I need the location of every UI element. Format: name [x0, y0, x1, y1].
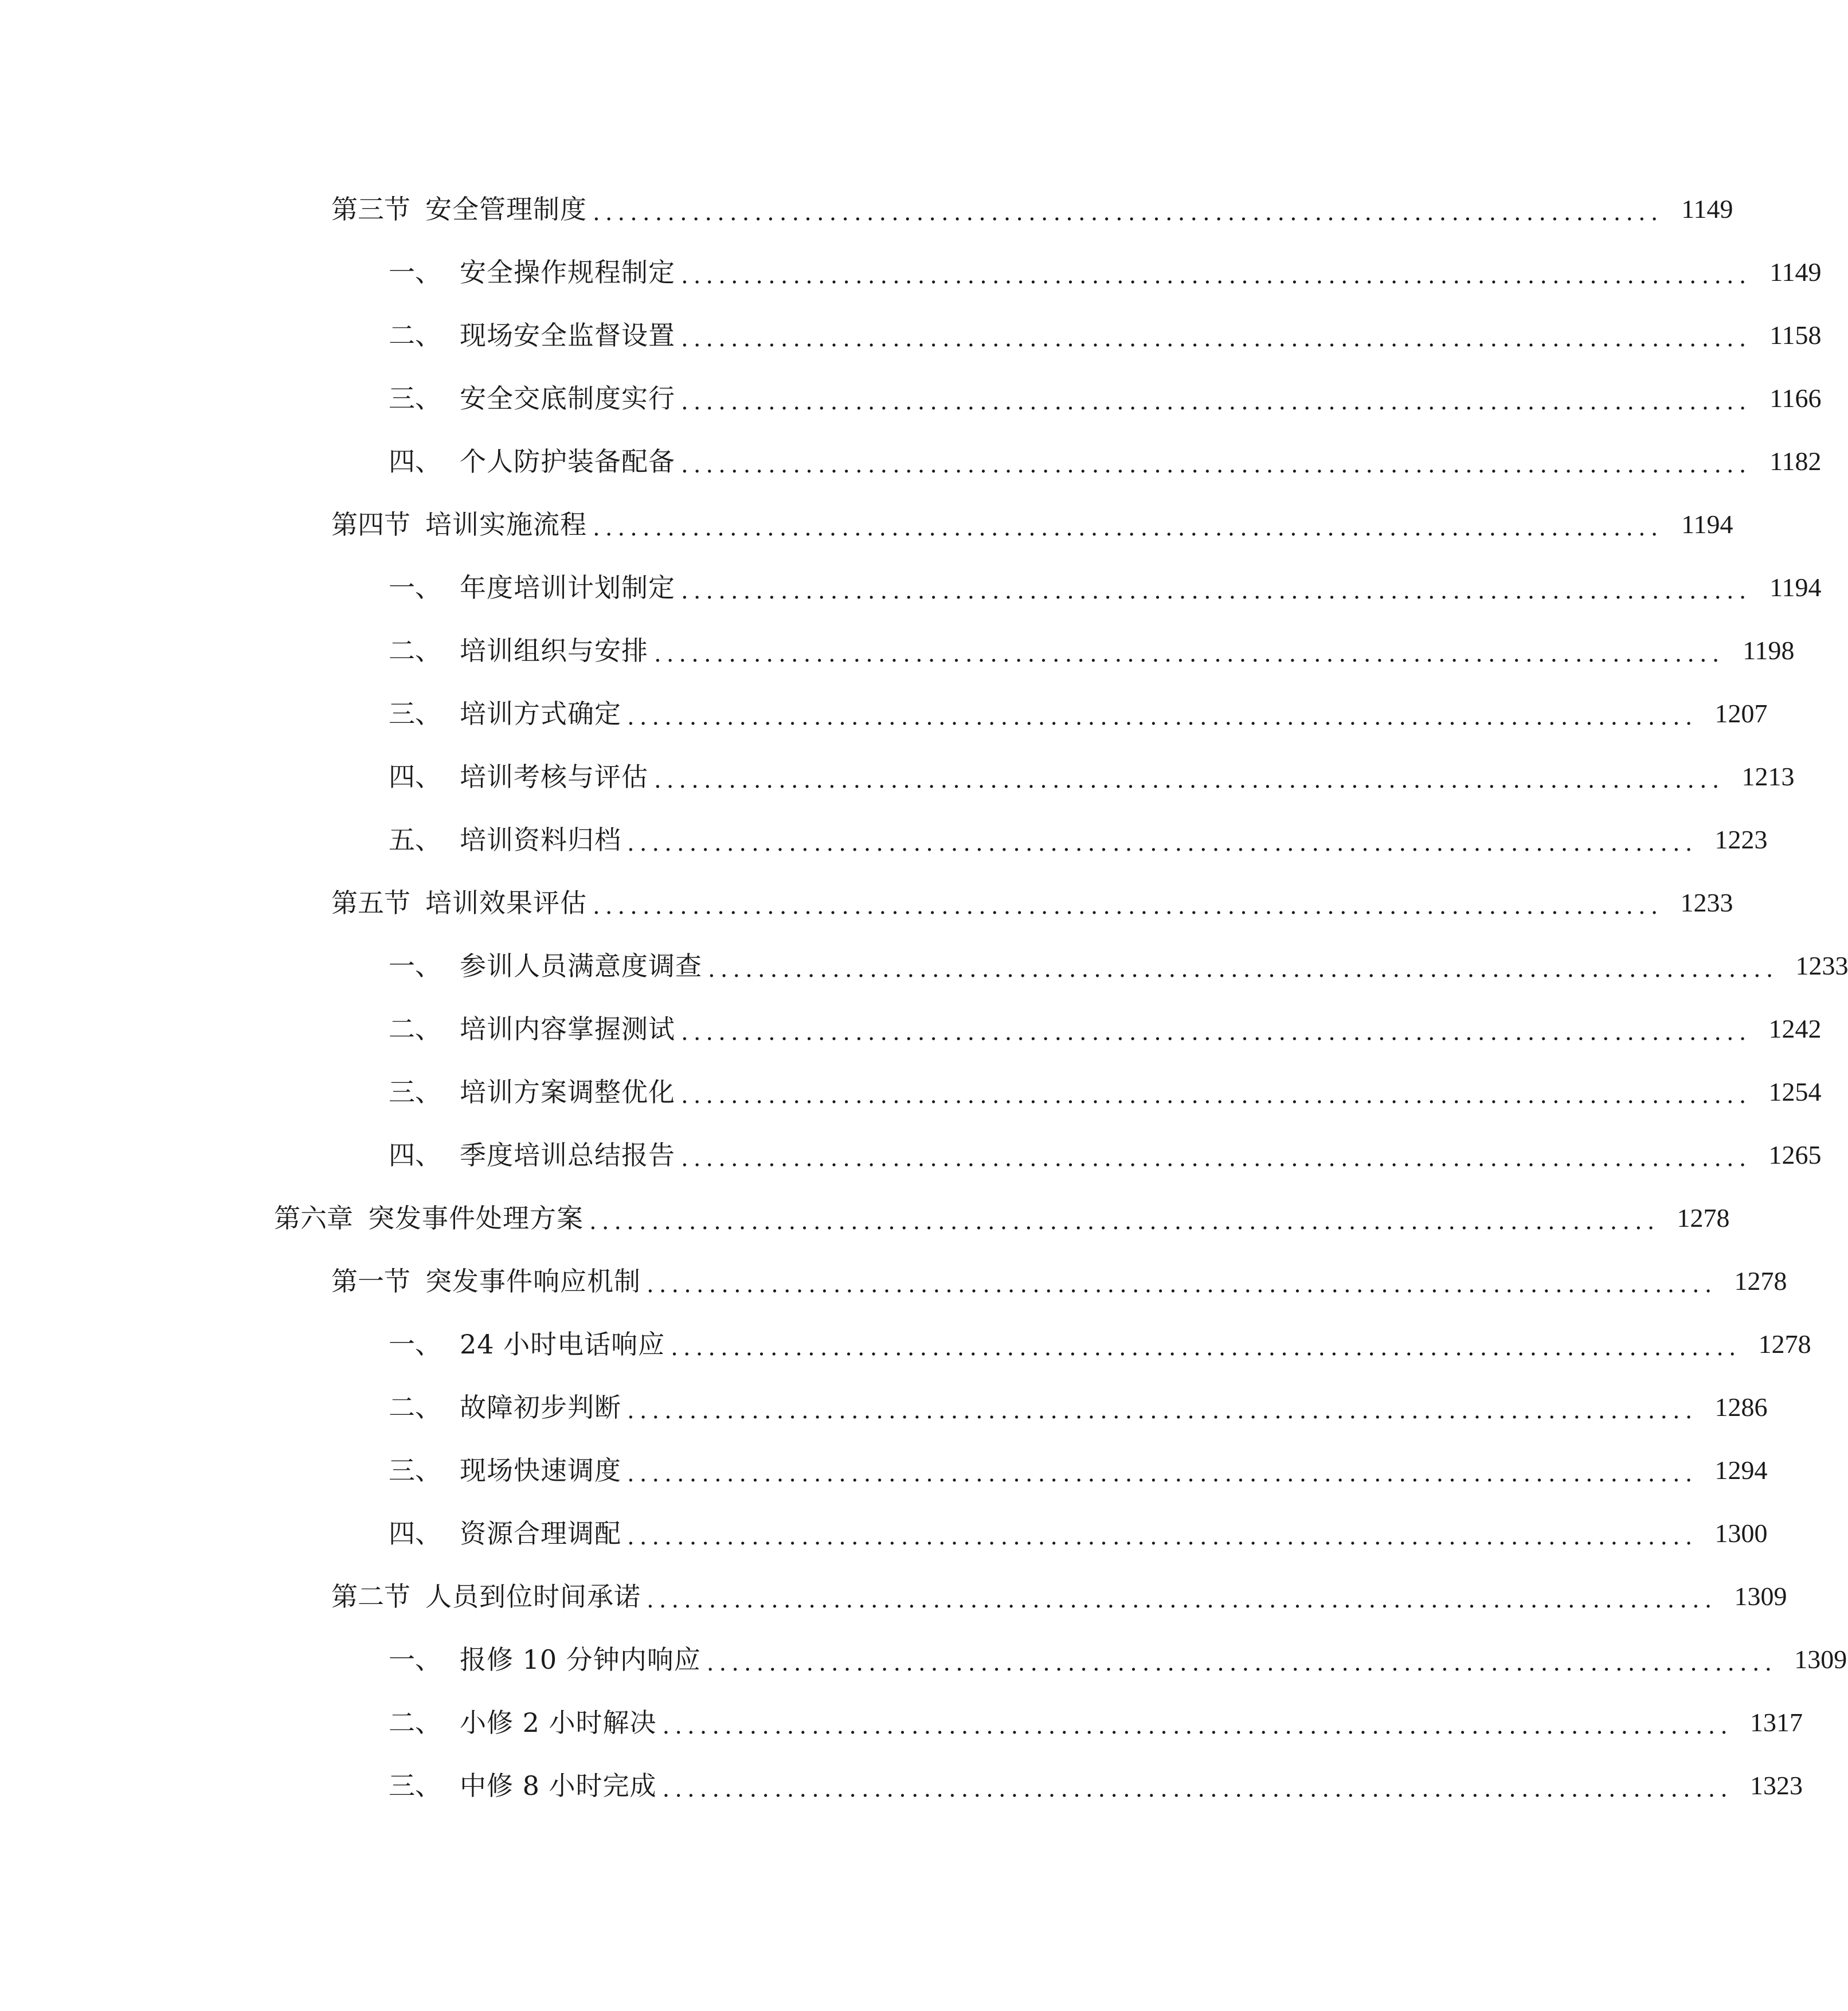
entry-number: 二、	[389, 1707, 441, 1738]
entry-page-number: 1194	[1769, 573, 1822, 602]
entry-page-number: 1265	[1768, 1140, 1822, 1169]
entry-page-number: 1309	[1794, 1645, 1847, 1674]
toc-entry[interactable]	[0, 241, 1822, 304]
entry-title: 培训方式确定	[460, 698, 621, 729]
dot-leader: ......................................................................................	[589, 1208, 1660, 1235]
toc-entry[interactable]	[0, 367, 1822, 430]
entry-title: 参训人员满意度调查	[460, 950, 702, 981]
entry-page-number: 1149	[1769, 257, 1822, 287]
dot-leader: ......................................................................................	[662, 1776, 1733, 1802]
dot-leader: ......................................................................................	[627, 704, 1698, 730]
entry-number: 第五节	[331, 887, 410, 918]
toc-entry[interactable]	[0, 556, 1822, 619]
toc-entry[interactable]	[0, 1691, 1803, 1754]
toc-entry[interactable]	[0, 178, 1733, 241]
toc-entry[interactable]	[0, 1502, 1768, 1565]
entry-number: 第二节	[331, 1581, 410, 1612]
entry-number: 二、	[389, 1014, 441, 1044]
dot-leader: ......................................................................................	[654, 767, 1725, 793]
entry-page-number: 1233	[1680, 888, 1733, 917]
toc-entry[interactable]	[0, 808, 1768, 871]
toc-entry[interactable]	[0, 1313, 1811, 1376]
entry-page-number: 1213	[1741, 762, 1795, 791]
entry-number: 四、	[389, 1140, 441, 1171]
entry-number: 二、	[389, 635, 441, 666]
entry-title: 现场快速调度	[460, 1455, 621, 1486]
entry-number: 第四节	[331, 509, 410, 540]
entry-title: 培训效果评估	[425, 887, 587, 918]
entry-page-number: 1278	[1677, 1203, 1730, 1233]
dot-leader: ......................................................................................	[681, 578, 1752, 604]
dot-leader: ......................................................................................	[681, 452, 1752, 478]
dot-leader: ......................................................................................	[627, 1524, 1698, 1550]
entry-number: 四、	[389, 761, 441, 792]
entry-page-number: 1198	[1743, 636, 1795, 665]
entry-page-number: 1254	[1768, 1077, 1822, 1106]
toc-entry[interactable]	[0, 745, 1795, 808]
entry-number: 一、	[389, 257, 441, 288]
entry-number: 四、	[389, 1518, 441, 1549]
entry-page-number: 1317	[1750, 1708, 1803, 1737]
entry-title: 培训资料归档	[460, 824, 621, 855]
dot-leader: ......................................................................................	[627, 1398, 1698, 1424]
toc-entry[interactable]	[0, 1061, 1822, 1124]
toc-entry[interactable]	[0, 997, 1822, 1061]
entry-page-number: 1166	[1769, 384, 1822, 413]
entry-title: 培训方案调整优化	[460, 1077, 675, 1108]
toc-entry[interactable]	[0, 304, 1822, 367]
toc-entry[interactable]	[0, 430, 1822, 493]
entry-number: 一、	[389, 572, 441, 603]
dot-leader: ......................................................................................	[654, 641, 1725, 667]
toc-entry[interactable]	[0, 619, 1795, 682]
entry-title: 资源合理调配	[460, 1518, 621, 1549]
entry-page-number: 1158	[1769, 320, 1822, 350]
entry-page-number: 1278	[1758, 1329, 1811, 1359]
entry-title: 个人防护装备配备	[460, 446, 675, 477]
dot-leader: ......................................................................................	[662, 1713, 1733, 1739]
entry-title: 培训组织与安排	[460, 635, 648, 666]
entry-number: 一、	[389, 1329, 441, 1360]
entry-page-number: 1300	[1714, 1519, 1768, 1548]
entry-page-number: 1149	[1681, 194, 1733, 224]
entry-number: 三、	[389, 383, 441, 414]
entry-number: 三、	[389, 1077, 441, 1108]
toc-entry[interactable]	[0, 1628, 1847, 1691]
entry-page-number: 1223	[1714, 825, 1768, 854]
entry-page-number: 1207	[1714, 699, 1768, 728]
entry-title: 小修 2 小时解决	[460, 1707, 657, 1738]
toc-entry[interactable]	[0, 493, 1733, 556]
entry-number: 三、	[389, 698, 441, 729]
dot-leader: ......................................................................................	[681, 326, 1752, 352]
entry-page-number: 1242	[1768, 1014, 1822, 1043]
toc-entry[interactable]	[0, 682, 1768, 745]
dot-leader: ......................................................................................	[593, 515, 1663, 541]
dot-leader: ......................................................................................	[627, 1461, 1698, 1487]
toc-entry[interactable]	[0, 1187, 1730, 1250]
dot-leader: ......................................................................................	[681, 1019, 1752, 1046]
entry-title: 24 小时电话响应	[460, 1329, 665, 1360]
dot-leader: ......................................................................................	[706, 1650, 1777, 1676]
toc-entry[interactable]	[0, 1439, 1768, 1502]
toc-entry[interactable]	[0, 1250, 1787, 1313]
dot-leader: ......................................................................................	[593, 893, 1663, 920]
entry-title: 培训实施流程	[425, 509, 587, 540]
dot-leader: ......................................................................................	[647, 1587, 1717, 1613]
entry-number: 第三节	[331, 194, 410, 225]
entry-page-number: 1194	[1681, 510, 1733, 539]
toc-entry[interactable]	[0, 1124, 1822, 1187]
entry-title: 培训内容掌握测试	[460, 1014, 675, 1044]
entry-page-number: 1182	[1769, 447, 1822, 476]
entry-title: 安全操作规程制定	[460, 257, 675, 288]
entry-page-number: 1286	[1714, 1392, 1768, 1422]
dot-leader: ......................................................................................	[681, 1082, 1752, 1109]
entry-number: 二、	[389, 320, 441, 351]
entry-number: 一、	[389, 950, 441, 981]
entry-title: 故障初步判断	[460, 1392, 621, 1423]
toc-entry[interactable]	[0, 934, 1848, 997]
entry-page-number: 1278	[1734, 1266, 1787, 1296]
dot-leader: ......................................................................................	[681, 263, 1752, 289]
entry-page-number: 1309	[1734, 1582, 1787, 1611]
entry-number: 三、	[389, 1455, 441, 1486]
entry-number: 五、	[389, 824, 441, 855]
entry-number: 第一节	[331, 1266, 410, 1297]
entry-title: 中修 8 小时完成	[460, 1770, 657, 1801]
entry-title: 突发事件处理方案	[368, 1203, 584, 1234]
entry-title: 安全管理制度	[425, 194, 587, 225]
entry-title: 报修 10 分钟内响应	[460, 1644, 701, 1675]
toc-entry[interactable]	[0, 871, 1733, 934]
toc-entry[interactable]	[0, 1376, 1768, 1439]
table-of-contents	[0, 178, 1848, 1817]
entry-title: 年度培训计划制定	[460, 572, 675, 603]
entry-number: 第六章	[274, 1203, 353, 1234]
entry-title: 现场安全监督设置	[460, 320, 675, 351]
entry-title: 培训考核与评估	[460, 761, 648, 792]
dot-leader: ......................................................................................	[671, 1335, 1741, 1361]
entry-title: 突发事件响应机制	[425, 1266, 641, 1297]
entry-title: 人员到位时间承诺	[425, 1581, 641, 1612]
entry-page-number: 1294	[1714, 1456, 1768, 1485]
dot-leader: ......................................................................................	[647, 1271, 1717, 1298]
entry-page-number: 1323	[1750, 1771, 1803, 1800]
entry-title: 季度培训总结报告	[460, 1140, 675, 1171]
entry-page-number: 1233	[1795, 951, 1848, 980]
toc-entry[interactable]	[0, 1565, 1787, 1628]
dot-leader: ......................................................................................	[681, 389, 1752, 415]
entry-title: 安全交底制度实行	[460, 383, 675, 414]
entry-number: 四、	[389, 446, 441, 477]
dot-leader: ......................................................................................	[593, 199, 1663, 226]
toc-entry[interactable]	[0, 1754, 1803, 1817]
dot-leader: ......................................................................................	[681, 1145, 1752, 1172]
entry-number: 三、	[389, 1770, 441, 1801]
dot-leader: ......................................................................................	[627, 830, 1698, 856]
entry-number: 一、	[389, 1644, 441, 1675]
dot-leader: ......................................................................................	[708, 956, 1779, 983]
entry-number: 二、	[389, 1392, 441, 1423]
